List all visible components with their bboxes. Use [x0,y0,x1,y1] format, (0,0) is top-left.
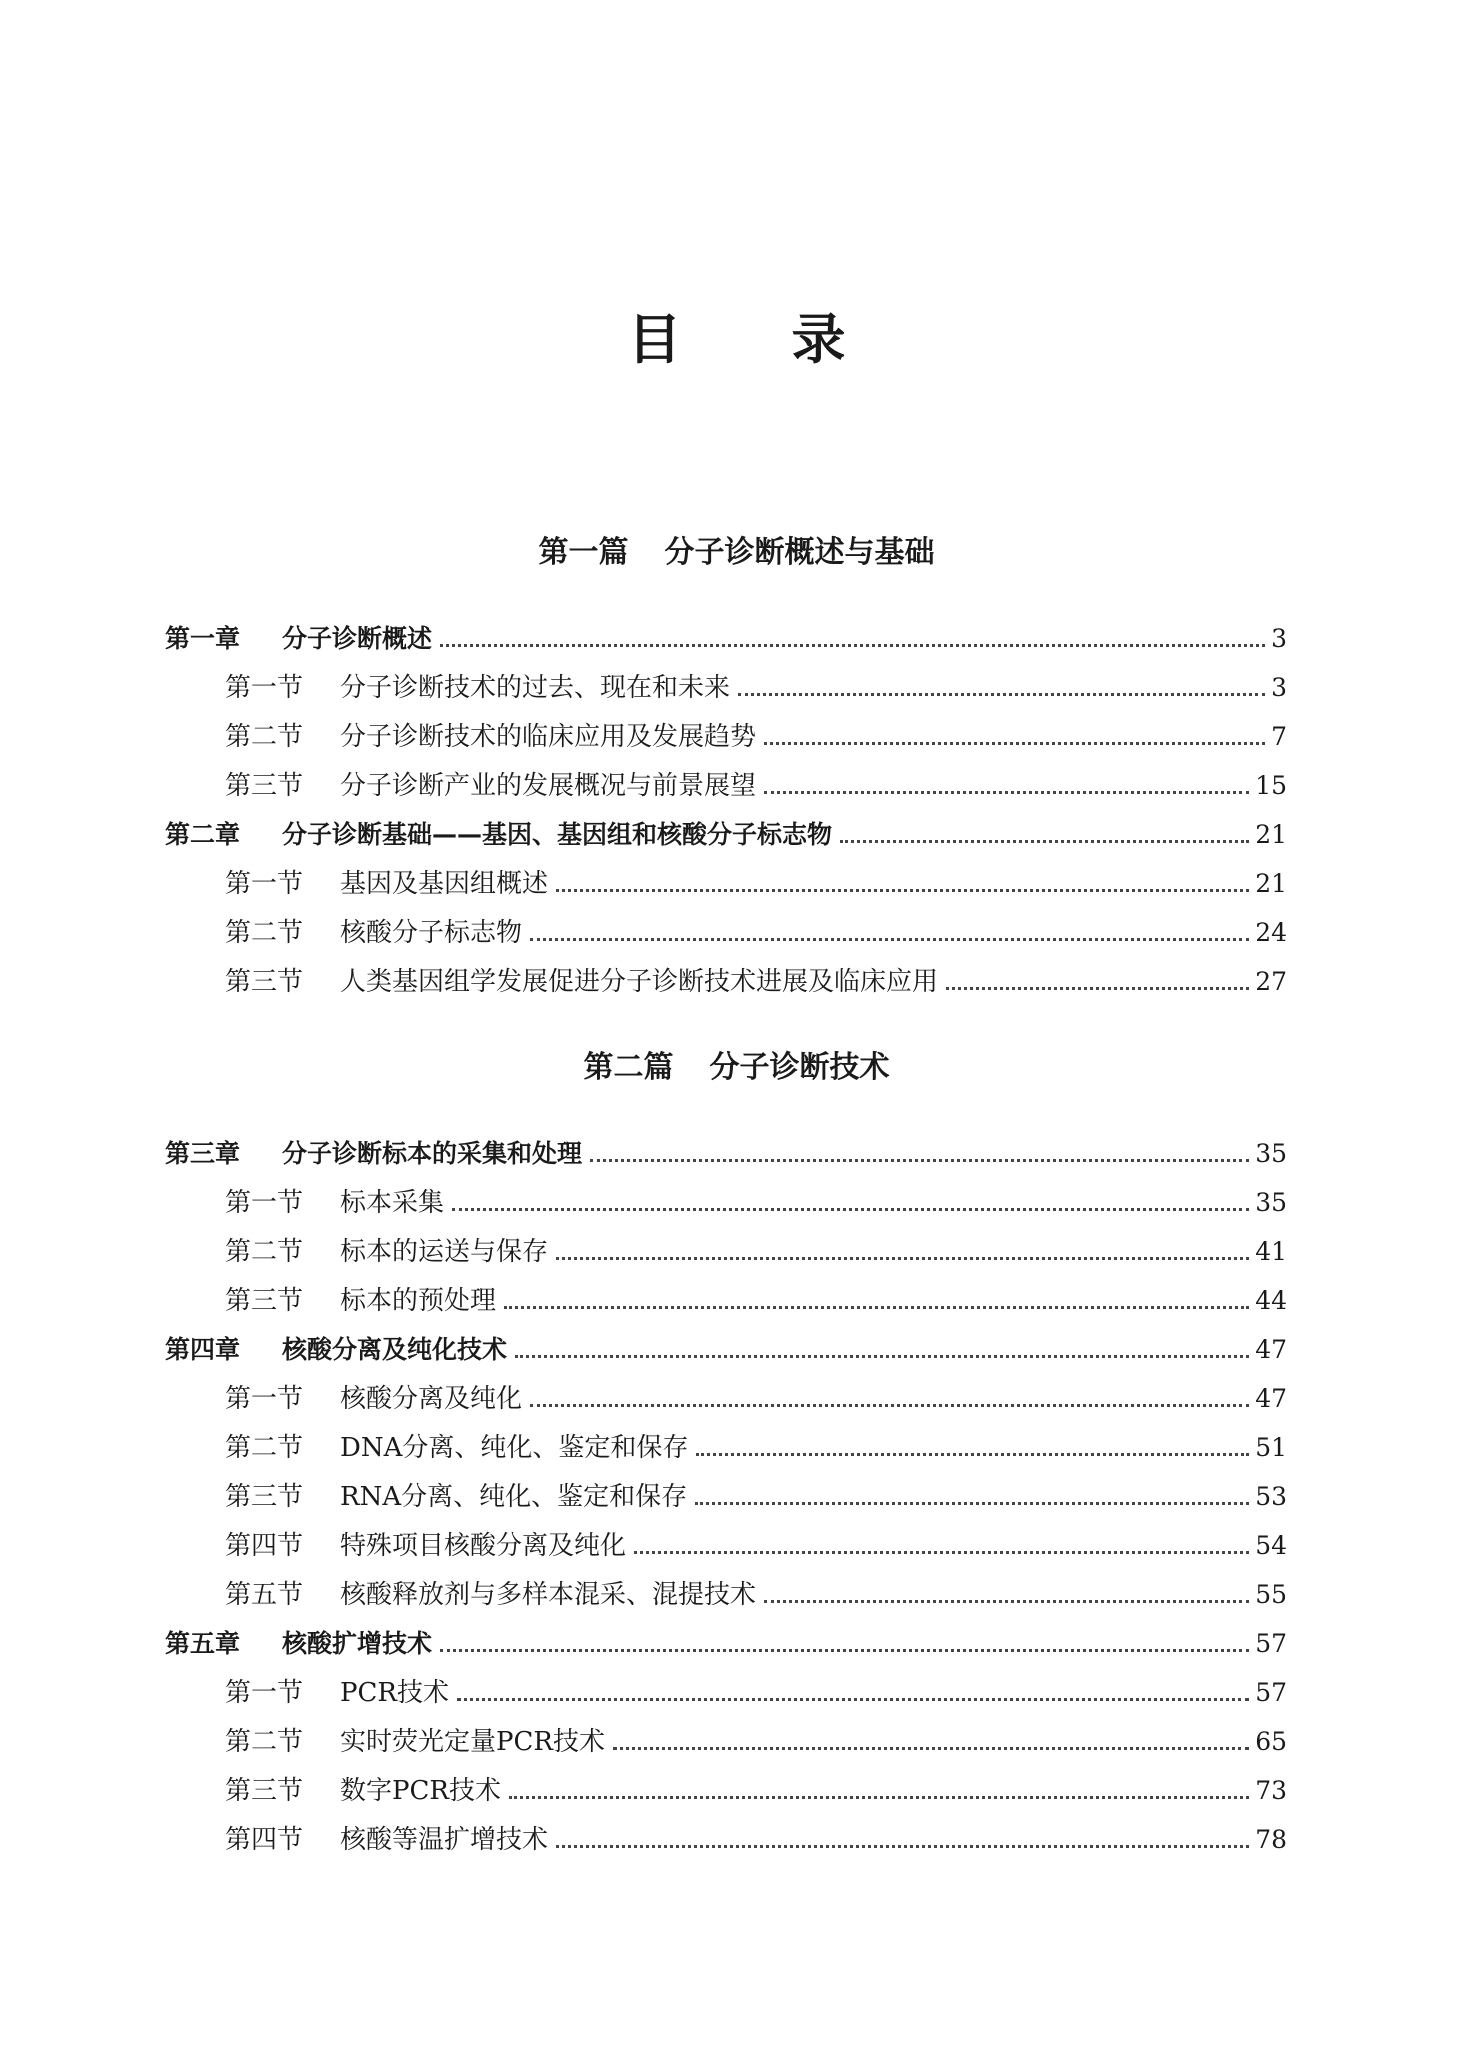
toc-section[interactable] [225,1178,1287,1228]
dot-leader [515,1355,1249,1358]
page-number: 55 [1255,1580,1287,1609]
page-number: 44 [1255,1286,1287,1315]
toc-chapter-3[interactable] [165,1129,1287,1179]
page-number: 24 [1255,918,1287,947]
section-label: 第三节 [225,1286,304,1316]
section-label: 第二节 [225,918,304,948]
dot-leader [530,938,1249,941]
section-label: 第五节 [225,1580,304,1610]
page-number: 27 [1255,967,1287,996]
toc-section[interactable] [225,712,1287,762]
toc-chapter-4[interactable] [165,1325,1287,1375]
toc-chapter-5[interactable] [165,1619,1287,1669]
page-number: 3 [1271,624,1287,653]
section-label: 第四节 [225,1531,304,1561]
toc-section[interactable] [225,1472,1287,1522]
page-number: 57 [1255,1678,1287,1707]
dot-leader [556,1845,1249,1848]
section-label: 第三节 [225,1482,304,1512]
page-title-char-2: 录 [791,308,846,371]
dot-leader [440,644,1265,647]
toc-section[interactable] [225,1521,1287,1571]
dot-leader [530,1404,1249,1407]
page-title [0,300,1473,380]
toc-section[interactable] [225,1815,1287,1865]
dot-leader [504,1306,1249,1309]
section-title: 分子诊断技术的临床应用及发展趋势 [340,722,757,752]
section-title: 实时荧光定量PCR技术 [340,1727,605,1757]
page-number: 35 [1255,1139,1287,1168]
dot-leader [440,1649,1249,1652]
toc-chapter-2[interactable] [165,810,1287,860]
section-label: 第二节 [225,1237,304,1267]
chapter-label: 第三章 [165,1139,241,1168]
section-label: 第三节 [225,967,304,997]
section-title: 基因及基因组概述 [340,869,549,899]
toc-section[interactable] [225,1374,1287,1424]
chapter-title: 分子诊断概述 [282,624,433,653]
toc-section[interactable] [225,663,1287,713]
page-title-char-1: 目 [627,308,682,371]
section-label: 第四节 [225,1825,304,1855]
section-title: 核酸等温扩增技术 [340,1825,549,1855]
chapter-label: 第一章 [165,624,241,653]
page-number: 54 [1255,1531,1287,1560]
section-title: RNA分离、纯化、鉴定和保存 [340,1482,688,1512]
section-title: 特殊项目核酸分离及纯化 [340,1531,627,1561]
page-number: 57 [1255,1629,1287,1658]
page-number: 7 [1271,722,1287,751]
page-number: 41 [1255,1237,1287,1266]
part-label: 第二篇 [583,1050,674,1085]
page-number: 3 [1271,673,1287,702]
section-label: 第二节 [225,1433,304,1463]
page-number: 73 [1255,1776,1287,1805]
part-title: 分子诊断概述与基础 [664,535,935,570]
section-label: 第二节 [225,722,304,752]
chapter-title: 分子诊断基础——基因、基因组和核酸分子标志物 [282,820,833,849]
page-number: 21 [1255,820,1287,849]
toc-section[interactable] [225,761,1287,811]
page-number: 53 [1255,1482,1287,1511]
dot-leader [457,1698,1249,1701]
toc-section[interactable] [225,1766,1287,1816]
section-label: 第一节 [225,673,304,703]
dot-leader [452,1208,1249,1211]
dot-leader [509,1796,1249,1799]
dot-leader [764,742,1265,745]
toc-section[interactable] [225,957,1287,1007]
chapter-title: 核酸扩增技术 [282,1629,433,1658]
section-title: 人类基因组学发展促进分子诊断技术进展及临床应用 [340,967,939,997]
toc-section[interactable] [225,1717,1287,1767]
section-title: 数字PCR技术 [340,1776,501,1806]
dot-leader [695,1502,1249,1505]
page-number: 47 [1255,1384,1287,1413]
toc-section[interactable] [225,859,1287,909]
toc-section[interactable] [225,1570,1287,1620]
part-title: 分子诊断技术 [709,1050,890,1085]
dot-leader [613,1747,1249,1750]
section-title: PCR技术 [340,1678,449,1708]
page-number: 51 [1255,1433,1287,1462]
part-label: 第一篇 [538,535,629,570]
toc-section[interactable] [225,1276,1287,1326]
page-number: 65 [1255,1727,1287,1756]
section-label: 第一节 [225,1188,304,1218]
section-title: 核酸释放剂与多样本混采、混提技术 [340,1580,757,1610]
dot-leader [556,1257,1249,1260]
section-title: 核酸分子标志物 [340,918,523,948]
page-number: 21 [1255,869,1287,898]
section-title: DNA分离、纯化、鉴定和保存 [340,1433,689,1463]
section-title: 标本的运送与保存 [340,1237,549,1267]
section-title: 标本的预处理 [340,1286,497,1316]
section-title: 标本采集 [340,1188,445,1218]
dot-leader [634,1551,1249,1554]
section-title: 核酸分离及纯化 [340,1384,523,1414]
dot-leader [840,840,1249,843]
toc-section[interactable] [225,1227,1287,1277]
section-label: 第三节 [225,771,304,801]
section-label: 第二节 [225,1727,304,1757]
section-label: 第一节 [225,869,304,899]
dot-leader [764,791,1249,794]
toc-section[interactable] [225,1423,1287,1473]
toc-chapter-1[interactable] [165,614,1287,664]
toc-section[interactable] [225,908,1287,958]
page-number: 35 [1255,1188,1287,1217]
page-number: 47 [1255,1335,1287,1364]
chapter-label: 第二章 [165,820,241,849]
section-label: 第一节 [225,1384,304,1414]
part-heading-2 [0,1043,1473,1093]
toc-section[interactable] [225,1668,1287,1718]
chapter-title: 核酸分离及纯化技术 [282,1335,508,1364]
section-title: 分子诊断技术的过去、现在和未来 [340,673,731,703]
dot-leader [590,1159,1249,1162]
chapter-title: 分子诊断标本的采集和处理 [282,1139,583,1168]
dot-leader [946,987,1249,990]
dot-leader [696,1453,1249,1456]
section-label: 第三节 [225,1776,304,1806]
dot-leader [556,889,1249,892]
section-label: 第一节 [225,1678,304,1708]
page-number: 15 [1255,771,1287,800]
part-heading-1 [0,528,1473,578]
chapter-label: 第五章 [165,1629,241,1658]
page-number: 78 [1255,1825,1287,1854]
chapter-label: 第四章 [165,1335,241,1364]
dot-leader [738,693,1265,696]
dot-leader [764,1600,1249,1603]
section-title: 分子诊断产业的发展概况与前景展望 [340,771,757,801]
